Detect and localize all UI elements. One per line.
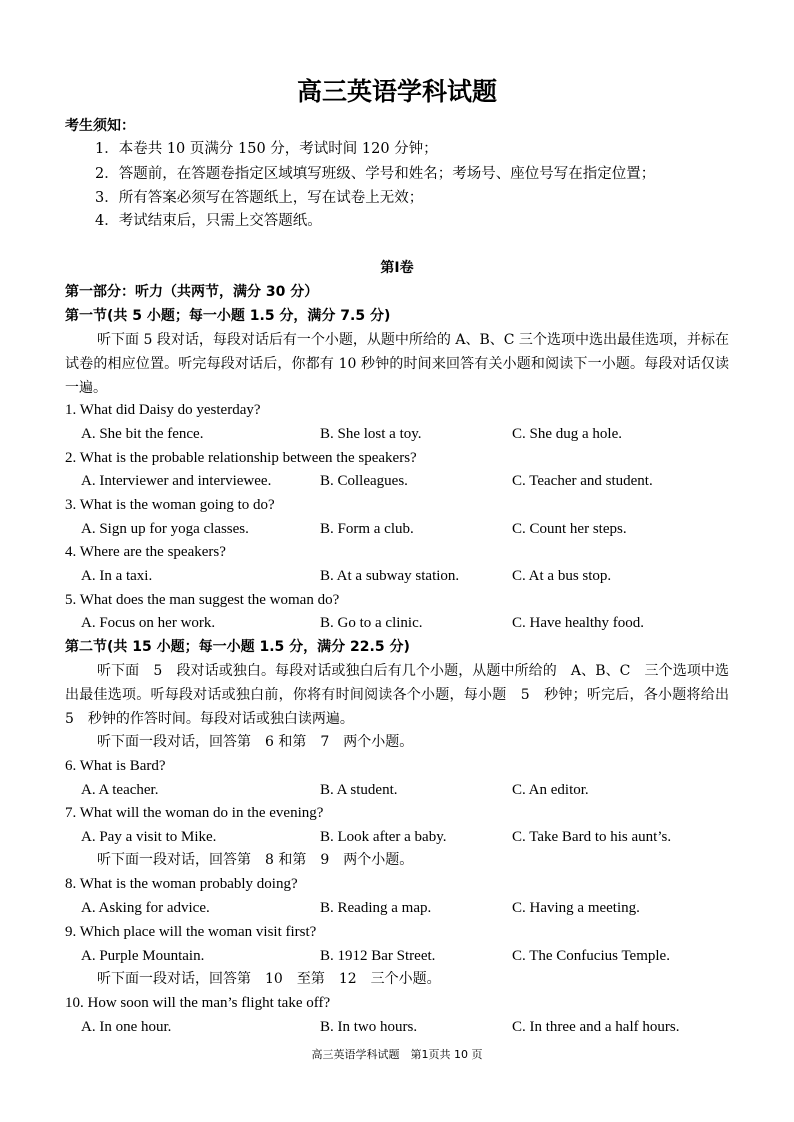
question-text: 3. What is the woman going to do? (65, 497, 275, 513)
section1-instructions: 听下面 5 段对话，每段对话后有一个小题，从题中所给的 A、B、C 三个选项中选出最佳选项，并标在试卷的相应位置。听完每段对话后，你都有 10 秒钟的时间来回答有关小题和阅读下一小题。每段对话仅读一遍。 (65, 332, 729, 396)
option-b: B. Look after a baby. (320, 829, 447, 845)
question-text: 7. What will the woman do in the evening? (65, 805, 324, 821)
volume-heading: 第Ⅰ卷 (380, 260, 414, 276)
question-text: 1. What did Daisy do yesterday? (65, 402, 261, 418)
dialogue-instruction: 听下面一段对话，回答第 8 和第 9 两个小题。 (97, 852, 414, 868)
option-a: A. Sign up for yoga classes. (81, 521, 249, 537)
option-a: A. Purple Mountain. (81, 948, 205, 964)
option-a: A. A teacher. (81, 782, 159, 798)
option-b: B. At a subway station. (320, 568, 460, 584)
question-text: 4. Where are the speakers? (65, 544, 226, 560)
option-c: C. Take Bard to his aunt’s. (512, 829, 672, 845)
dialogue-instruction: 听下面一段对话，回答第 10 至第 12 三个小题。 (97, 971, 441, 987)
notice-item: 4．考试结束后，只需上交答题纸。 (95, 213, 322, 229)
option-a: A. Pay a visit to Mike. (81, 829, 217, 845)
option-c: C. She dug a hole. (512, 426, 622, 442)
option-b: B. Go to a clinic. (320, 615, 423, 631)
notice-item: 3．所有答案必须写在答题纸上，写在试卷上无效； (95, 190, 424, 206)
option-a: A. She bit the fence. (81, 426, 204, 442)
question-text: 8. What is the woman probably doing? (65, 876, 298, 892)
option-b: B. She lost a toy. (320, 426, 422, 442)
option-b: B. In two hours. (320, 1019, 418, 1035)
question-text: 6. What is Bard? (65, 758, 166, 774)
option-a: A. Focus on her work. (81, 615, 216, 631)
section2-instructions: 听下面 5 段对话或独白。每段对话或独白后有几个小题，从题中所给的 A、B、C 三个选项中选出最佳选项。听每段对话或独白前，你将有时间阅读各个小题，每小题 5 秒钟；听完后，各小题将给出 5 秒钟的作答时间。每段对话或独白读两遍。 (65, 663, 743, 727)
question-text: 9. Which place will the woman visit first? (65, 924, 317, 940)
option-c: C. Having a meeting. (512, 900, 640, 916)
section1-heading: 第一节(共 5 小题；每一小题 1.5 分，满分 7.5 分) (65, 308, 391, 324)
option-c: C. In three and a half hours. (512, 1019, 680, 1035)
part1-heading: 第一部分：听力（共两节，满分 30 分） (65, 284, 319, 300)
option-c: C. At a bus stop. (512, 568, 612, 584)
section2-heading: 第二节(共 15 小题；每一小题 1.5 分，满分 22.5 分) (65, 639, 410, 655)
question-text: 10. How soon will the man’s flight take off? (65, 995, 331, 1011)
option-b: B. Reading a map. (320, 900, 432, 916)
option-c: C. An editor. (512, 782, 589, 798)
notice-heading: 考生须知： (65, 118, 135, 134)
option-a: A. In one hour. (81, 1019, 172, 1035)
dialogue-instruction: 听下面一段对话，回答第 6 和第 7 两个小题。 (97, 734, 414, 750)
option-c: C. Count her steps. (512, 521, 627, 537)
question-text: 2. What is the probable relationship between the speakers? (65, 450, 417, 466)
option-b: B. A student. (320, 782, 398, 798)
option-c: C. Have healthy food. (512, 615, 645, 631)
page-title: 高三英语学科试题 (296, 77, 497, 106)
option-b: B. Form a club. (320, 521, 414, 537)
question-text: 5. What does the man suggest the woman do? (65, 592, 340, 608)
option-c: C. The Confucius Temple. (512, 948, 670, 964)
option-a: A. Interviewer and interviewee. (81, 473, 272, 489)
option-b: B. Colleagues. (320, 473, 408, 489)
notice-item: 1．本卷共 10 页满分 150 分，考试时间 120 分钟； (95, 141, 438, 157)
option-b: B. 1912 Bar Street. (320, 948, 436, 964)
page-footer: 高三英语学科试题 第1页共 10 页 (311, 1048, 483, 1061)
option-a: A. In a taxi. (81, 568, 153, 584)
option-a: A. Asking for advice. (81, 900, 210, 916)
notice-item: 2．答题前，在答题卷指定区域填写班级、学号和姓名；考场号、座位号写在指定位置； (95, 166, 656, 182)
option-c: C. Teacher and student. (512, 473, 653, 489)
